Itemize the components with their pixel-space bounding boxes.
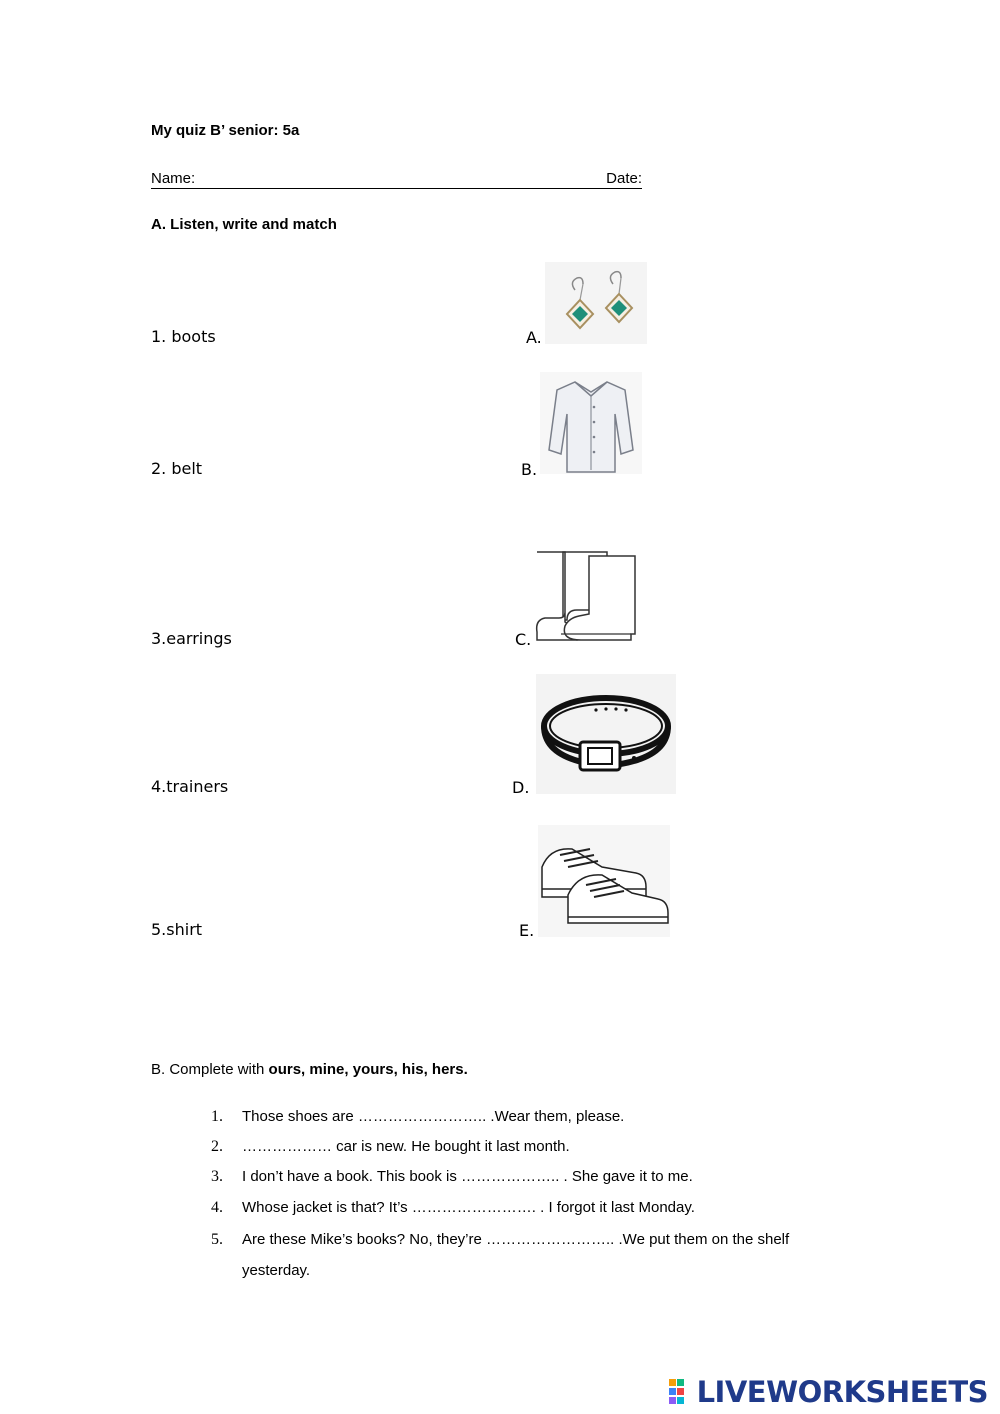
word-item-3: 3.earrings xyxy=(151,629,232,648)
letter-b: B. xyxy=(521,460,538,479)
question-number-3: 3. xyxy=(211,1168,223,1185)
earrings-picture xyxy=(545,262,647,344)
letter-e: E. xyxy=(519,921,535,940)
liveworksheets-logo-icon xyxy=(669,1379,693,1405)
question-number-5: 5. xyxy=(211,1231,223,1248)
question-5-continuation: yesterday. xyxy=(242,1262,311,1279)
question-4: Whose jacket is that? It’s ……………………. . I forgot it last Monday. xyxy=(242,1199,695,1216)
belt-picture xyxy=(536,674,676,794)
liveworksheets-logo-text: LIVEWORKSHEETS xyxy=(696,1375,988,1409)
section-a-heading: A. Listen, write and match xyxy=(151,216,337,233)
question-number-2: 2. xyxy=(211,1138,223,1155)
name-date-line xyxy=(151,170,642,189)
word-item-1: 1. boots xyxy=(151,327,216,346)
section-b-heading-words: ours, mine, yours, his, hers. xyxy=(268,1061,468,1078)
shirt-picture xyxy=(540,372,642,474)
word-item-2: 2. belt xyxy=(151,459,203,478)
word-item-5: 5.shirt xyxy=(151,920,203,939)
date-label: Date: xyxy=(606,170,642,187)
question-1: Those shoes are …………………….. .Wear them, please. xyxy=(242,1108,625,1125)
section-b-heading xyxy=(151,1061,468,1078)
letter-a: A. xyxy=(526,328,542,347)
boots-picture xyxy=(533,548,638,646)
letter-d: D. xyxy=(512,778,530,797)
page-title: My quiz B’ senior: 5a xyxy=(151,122,300,139)
name-label: Name: xyxy=(151,170,196,187)
section-b-heading-prefix: B. Complete with xyxy=(151,1061,269,1078)
word-item-4: 4.trainers xyxy=(151,777,229,796)
question-number-4: 4. xyxy=(211,1199,223,1216)
question-2: ……………… car is new. He bought it last month. xyxy=(242,1138,570,1155)
letter-c: C. xyxy=(515,630,532,649)
liveworksheets-logo xyxy=(669,1375,988,1409)
trainers-picture xyxy=(538,825,670,937)
question-3: I don’t have a book. This book is ……………….. . She gave it to me. xyxy=(242,1168,693,1185)
question-number-1: 1. xyxy=(211,1108,223,1125)
question-5: Are these Mike’s books? No, they’re …………………….. .We put them on the shelf xyxy=(242,1231,790,1248)
